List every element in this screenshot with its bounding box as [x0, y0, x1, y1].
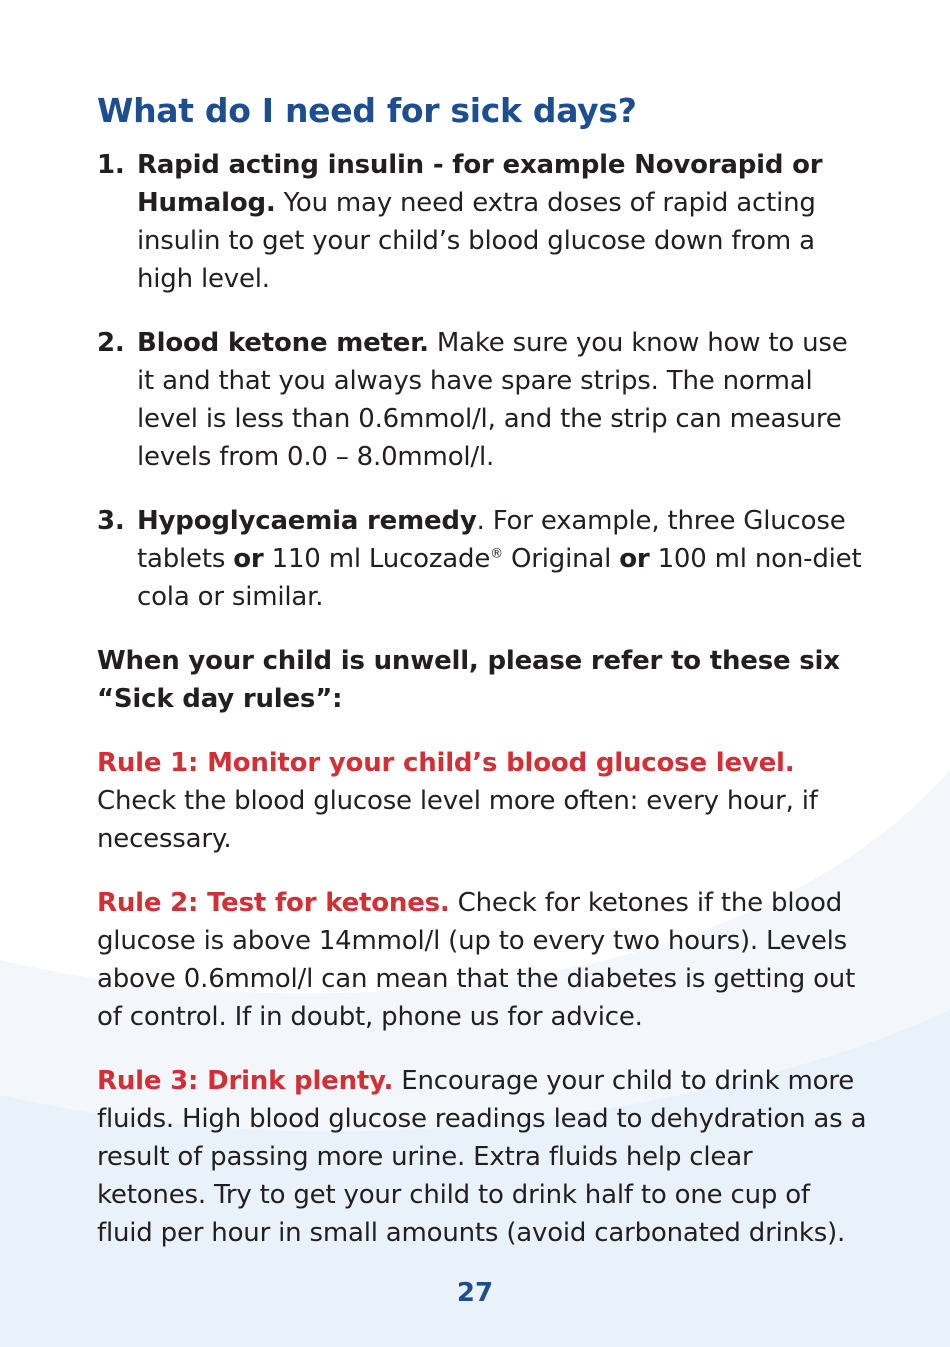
list-item-heading: Blood ketone meter.	[137, 328, 429, 358]
rule-1	[97, 744, 867, 858]
rule-heading: Rule 2: Test for ketones.	[97, 888, 450, 918]
rule-text: Encourage your child to drink more fluids. High blood glucose readings lead to dehydration as a result of passing more urine. Extra fluids help clear ketones. Try to get your child to drink half to one cup of fluid per hour in small amounts (avoid carbonated drinks).	[97, 1066, 867, 1248]
list-item-heading: Rapid acting insulin - for example Novorapid or Humalog.	[137, 150, 823, 218]
list-item	[97, 324, 867, 476]
rule-heading: Rule 3: Drink plenty.	[97, 1066, 394, 1096]
list-item-text: 100 ml non-diet cola or similar.	[137, 544, 862, 612]
list-item	[97, 146, 867, 298]
page-title: What do I need for sick days?	[97, 91, 637, 130]
list-item-text: . For example, three Glucose tablets	[137, 506, 846, 574]
rule-text: Check for ketones if the blood glucose is above 14mmol/l (up to every two hours). Levels above 0.6mmol/l can mean that the diabetes is getting out of control. If in doubt, phone us for advice.	[97, 888, 856, 1032]
list-item-text: Original	[502, 544, 620, 574]
list-item-number: 2.	[97, 328, 125, 358]
list-item-heading: Hypoglycaemia remedy	[137, 506, 477, 536]
list-item-text: Make sure you know how to use it and that you always have spare strips. The normal level is less than 0.6mmol/l, and the strip can measure levels from 0.0 – 8.0mmol/l.	[137, 328, 848, 472]
list-item-text: 110 ml Lucozade	[263, 544, 491, 574]
supplies-list	[97, 146, 867, 616]
or-emphasis: or	[233, 544, 264, 574]
list-item-number: 1.	[97, 150, 125, 180]
list-item	[97, 502, 867, 616]
rule-heading: Rule 1: Monitor your child’s blood glucose level.	[97, 748, 795, 778]
sick-day-rules-intro: When your child is unwell, please refer to these six “Sick day rules”:	[97, 646, 840, 714]
rule-2	[97, 884, 867, 1036]
page-content	[97, 88, 867, 1278]
list-item-number: 3.	[97, 506, 125, 536]
rule-3	[97, 1062, 867, 1252]
page-number: 27	[456, 1278, 494, 1308]
registered-mark: ®	[490, 546, 503, 562]
rule-text: Check the blood glucose level more often: every hour, if necessary.	[97, 786, 818, 854]
list-item-text: You may need extra doses of rapid acting insulin to get your child’s blood glucose down from a high level.	[137, 188, 816, 294]
or-emphasis: or	[619, 544, 650, 574]
